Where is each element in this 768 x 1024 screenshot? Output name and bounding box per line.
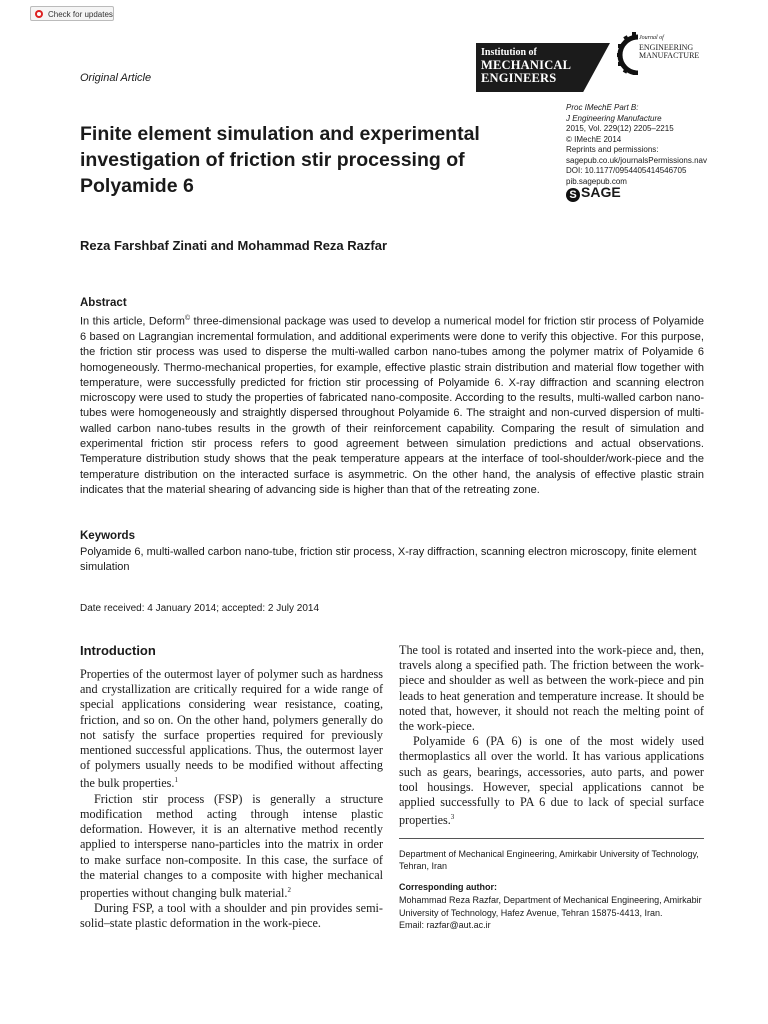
imeche-logo-line1: Institution of [481, 47, 537, 58]
paragraph: Properties of the outermost layer of polymer such as hardness and crystallization are critically required for a wide range of special applications considering wear resistance, coating, friction, and so on. On the other hand, polymers generally do not satisfy the surface properties required for previously mentioned successful applications. Thus, the outermost layer of polymers usually needs to be modified without affecting the bulk properties.$^1$ [80, 667, 383, 791]
date-received: Date received: 4 January 2014; accepted: 2 July 2014 [80, 603, 320, 614]
body-column-right [399, 643, 704, 829]
journal-reprints: Reprints and permissions: [566, 145, 659, 154]
paragraph: The tool is rotated and inserted into the work-piece and, then, travels along a specified path. The friction between the work-piece and shoulder as well as between the work-piece and pin leads to heat generation and temperature increase. It should be noted that, however, it should not reach the melting point of the work-piece. [399, 643, 704, 734]
journal-reprints-url[interactable]: sagepub.co.uk/journalsPermissions.nav [566, 155, 707, 165]
footnote-divider [399, 838, 704, 839]
citation-ref[interactable]: 1 [174, 776, 178, 785]
author-affiliation: Department of Mechanical Engineering, Amirkabir University of Technology, Tehran, Iran [399, 849, 699, 871]
check-for-updates-label: Check for updates [48, 10, 113, 19]
paragraph: Polyamide 6 (PA 6) is one of the most widely used thermoplastics all over the world. It has various applications such as gears, bearings, accessories, auto parts, and power tool housings. However, special applications cannot be applied successfully to PA 6 due to lack of special surface properties.$^3$ [399, 734, 704, 828]
journal-site[interactable]: pib.sagepub.com [566, 176, 627, 186]
imeche-logo-line3: ENGINEERS [481, 71, 557, 85]
corresponding-author-heading: Corresponding author: [399, 882, 497, 892]
citation-ref[interactable]: 2 [287, 885, 291, 894]
sage-s-icon: S [566, 188, 580, 202]
paragraph: Friction stir process (FSP) is generally a structure modification method acting through intense plastic deformation. However, it is an alternative method recently applied to intersperse nano-particles into the matrix in order to make surface non-composite. In this case, the surface of the material changes to a composite with higher mechanical properties without changing bulk material.$^2$ [80, 791, 383, 900]
imeche-logo [476, 43, 610, 92]
abstract-text-rest: three-dimensional package was used to develop a numerical model for friction stir process of Polyamide 6 based on Lagrangian incremental formulation, and additional experiments were done to verify this objective. For this purpose, the friction stir process was used to disperse the multi-walled carbon nano-tubes among the polymer matrix of Polyamide 6 homogeneously. Thermo-mechanical properties, for example, effective plastic strain distribution and material flow together with temperature, were successfully predicted for friction stir processing of Polyamide 6. X-ray diffraction and scanning electron microscopy were used to study the properties of fabricated nano-composite. According to the results, multi-walled carbon nano-tubes were homogeneously and straightly dispersed throughout Polyamide 6. The straight and non-curved dispersion of multi-walled carbon nano-tubes results in the growth of their reinforcement capability. Comparing the result of simulation and experimental friction stir process refers to good agreement between simulation predictions and actual observations. Temperature distribution study shows that the peak temperature appears at the interface of tool-shoulder/work-piece and the temperature distribution on the interacted surface is asymmetric. On the other hand, the analysis of effective plastic strain indicates that the material shearing of advancing side is higher than that of the retreating zone. [80, 315, 705, 496]
journal-copyright: © IMechE 2014 [566, 134, 622, 144]
keywords-heading: Keywords [80, 530, 135, 542]
sage-label: SAGE [581, 184, 621, 200]
imeche-logo-line2: MECHANICAL [481, 58, 572, 72]
paragraph: During FSP, a tool with a shoulder and pin provides semi-solid–state plastic deformation in the work-piece. [80, 901, 383, 931]
gear-icon [616, 31, 640, 75]
keywords-text: Polyamide 6, multi-walled carbon nano-tube, friction stir process, X-ray diffraction, scanning electron microscopy, finite element simulation [80, 546, 697, 573]
journal-info [566, 103, 746, 187]
journal-doi[interactable]: DOI: 10.1177/0954405414546705 [566, 166, 687, 175]
article-title: Finite element simulation and experimental investigation of friction stir processing of Polyamide 6 [80, 123, 480, 197]
journal-logo-line3: MANUFACTURE [639, 51, 700, 60]
introduction-heading: Introduction [80, 643, 156, 658]
copyright-mark: © [184, 315, 191, 322]
article-type: Original Article [80, 72, 152, 84]
journal-logo-line2: ENGINEERING [639, 43, 694, 52]
body-column-left [80, 667, 383, 932]
journal-volume: 2015, Vol. 229(12) 2205–2215 [566, 124, 674, 133]
corresponding-author-address: Mohammad Reza Razfar, Department of Mechanical Engineering, Amirkabir University of Technology, Hafez Avenue, Tehran 15875-4413, Iran. [399, 895, 702, 918]
abstract-heading: Abstract [80, 297, 127, 309]
abstract-text-start: In this article, Deform [80, 315, 185, 328]
update-icon [35, 10, 43, 18]
corresponding-author-email[interactable]: Email: razfar@aut.ac.ir [399, 920, 491, 930]
abstract-text [80, 311, 704, 498]
journal-name-line1: Proc IMechE Part B: [566, 103, 639, 112]
sage-logo [566, 184, 621, 202]
article-authors: Reza Farshbaf Zinati and Mohammad Reza Razfar [80, 238, 388, 253]
citation-ref[interactable]: 3 [450, 813, 455, 822]
check-for-updates-badge[interactable] [30, 6, 114, 21]
corresponding-author-details [399, 894, 704, 932]
journal-name-line2: J Engineering Manufacture [566, 113, 662, 123]
journal-logo-line1: Journal of [639, 35, 664, 41]
journal-logo [616, 31, 712, 83]
